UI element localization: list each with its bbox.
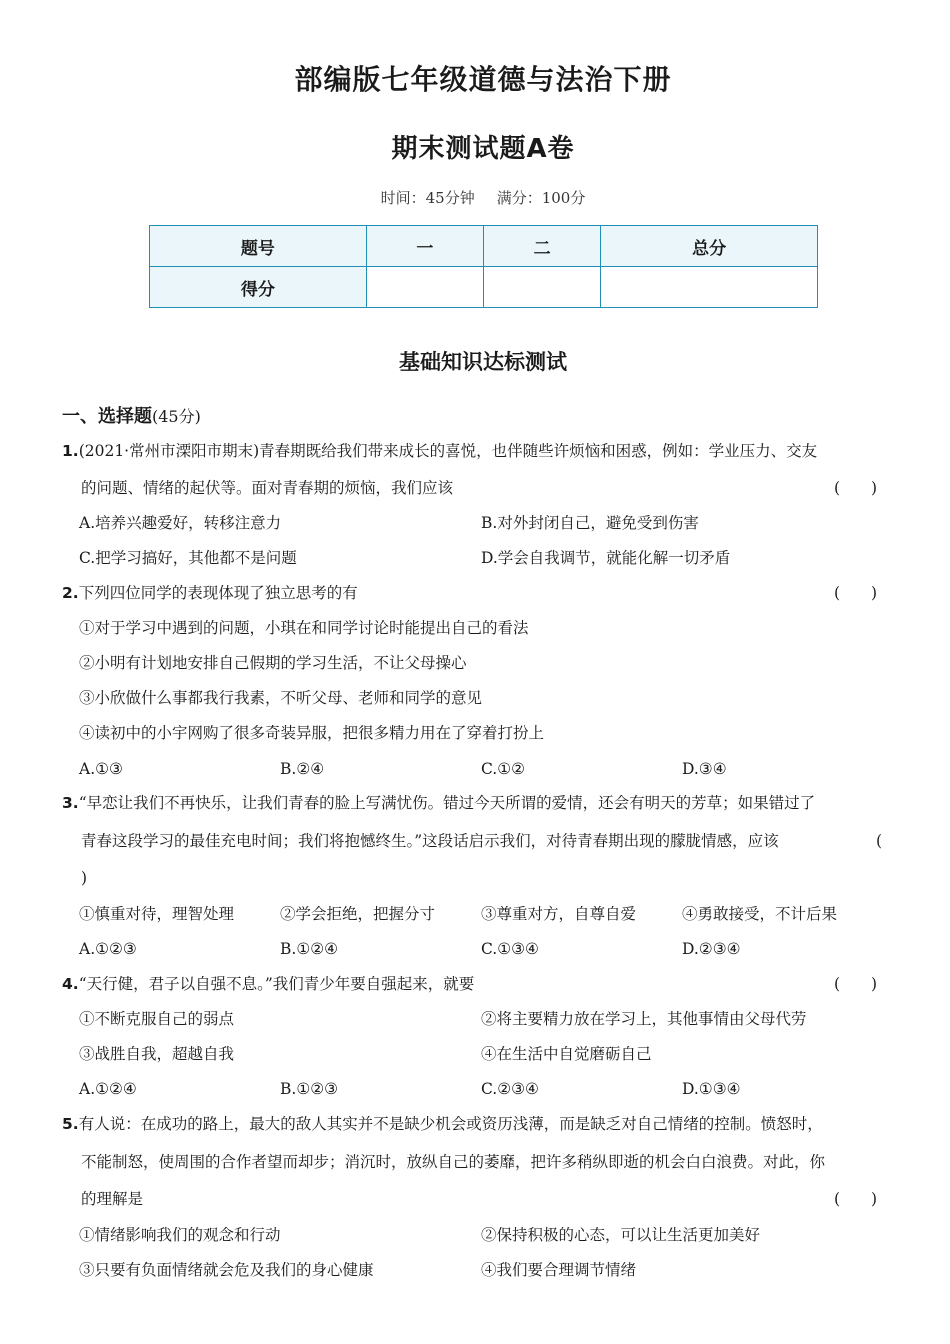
- question-2-number: 2.: [62, 584, 79, 602]
- question-1-option-d[interactable]: D.学会自我调节，就能化解一切矛盾: [481, 549, 731, 567]
- question-2-answer-bracket[interactable]: ( ): [834, 584, 878, 602]
- document-subtitle: 期末测试题A卷: [391, 134, 575, 164]
- question-2-option-d[interactable]: D.③④: [682, 760, 727, 778]
- row-label-score: 得分: [150, 267, 367, 308]
- question-1-text: (2021·常州市溧阳市期末)青春期既给我们带来成长的喜悦，也伴随些许烦恼和困惑，例如：学业压力、交友: [78, 442, 818, 460]
- score-cell-part-two[interactable]: [483, 267, 600, 308]
- question-2-option-a[interactable]: A.①③: [79, 760, 123, 778]
- question-4-number: 4.: [62, 975, 79, 993]
- question-1-option-b[interactable]: B.对外封闭自己，避免受到伤害: [481, 514, 699, 532]
- header-cell-part-one: 一: [366, 226, 483, 267]
- question-2-option-c[interactable]: C.①②: [481, 760, 526, 778]
- header-cell-question-no: 题号: [150, 226, 367, 267]
- question-4-statement-1: ①不断克服自己的弱点: [79, 1010, 235, 1028]
- question-3-option-a[interactable]: A.①②③: [79, 940, 137, 958]
- full-score: 满分：100分: [496, 189, 586, 207]
- question-5-statement-2: ②保持积极的心态，可以让生活更加美好: [481, 1226, 761, 1244]
- question-4-statement-3: ③战胜自我，超越自我: [79, 1045, 235, 1063]
- question-5-line-1: [62, 1114, 823, 1134]
- question-2-option-b[interactable]: B.②④: [280, 760, 325, 778]
- question-5-text: 有人说：在成功的路上，最大的敌人其实并不是缺少机会或资历浅薄，而是缺乏对自己情绪的控制。愤怒时，: [78, 1115, 823, 1133]
- question-3-bracket-close[interactable]: ): [81, 869, 88, 887]
- question-3-line-2: 青春这段学习的最佳充电时间；我们将抱憾终生。”这段话启示我们，对待青春期出现的朦胧情感，应该: [81, 832, 779, 850]
- document-title: 部编版七年级道德与法治下册: [294, 63, 672, 96]
- question-5-number: 5.: [62, 1115, 79, 1133]
- score-table-header-row: [150, 226, 818, 267]
- question-4-option-c[interactable]: C.②③④: [481, 1080, 539, 1098]
- score-table: [149, 225, 818, 308]
- question-4-statement-2: ②将主要精力放在学习上，其他事情由父母代劳: [481, 1010, 807, 1028]
- part-one-label: 一、选择题: [62, 406, 152, 427]
- question-5-statement-3: ③只要有负面情绪就会危及我们的身心健康: [79, 1261, 374, 1279]
- question-3-bracket-open[interactable]: (: [876, 832, 883, 850]
- question-1-line-2: 的问题、情绪的起伏等。面对青春期的烦恼，我们应该: [81, 479, 454, 497]
- header-cell-part-two: 二: [483, 226, 600, 267]
- question-4-statement-4: ④在生活中自觉磨砺自己: [481, 1045, 652, 1063]
- question-4-answer-bracket[interactable]: ( ): [834, 975, 878, 993]
- time-limit: 时间：45分钟: [380, 189, 475, 207]
- question-3-statement-3: ③尊重对方，自尊自爱: [481, 905, 637, 923]
- question-4-option-b[interactable]: B.①②③: [280, 1080, 339, 1098]
- question-3-statement-4: ④勇敢接受，不计后果: [682, 905, 838, 923]
- question-1-option-a[interactable]: A.培养兴趣爱好，转移注意力: [79, 514, 282, 532]
- question-3-option-b[interactable]: B.①②④: [280, 940, 339, 958]
- question-4-option-d[interactable]: D.①③④: [682, 1080, 741, 1098]
- question-2-statement-3: ③小欣做什么事都我行我素，不听父母、老师和同学的意见: [79, 689, 483, 707]
- question-5-line-2: 不能制怒，使周围的合作者望而却步；消沉时，放纵自己的萎靡，把许多稍纵即逝的机会白白浪费。对此，你: [81, 1153, 826, 1171]
- score-cell-part-one[interactable]: [366, 267, 483, 308]
- exam-info: [0, 187, 950, 208]
- question-3-option-d[interactable]: D.②③④: [682, 940, 741, 958]
- header-cell-total: 总分: [601, 226, 818, 267]
- question-3-text: “早恋让我们不再快乐，让我们青春的脸上写满忧伤。错过今天所谓的爱情，还会有明天的芳草；如果错过了: [78, 794, 816, 812]
- question-2-statement-1: ①对于学习中遇到的问题，小琪在和同学讨论时能提出自己的看法: [79, 619, 529, 637]
- question-1-answer-bracket[interactable]: ( ): [834, 479, 878, 497]
- question-5-statement-1: ①情绪影响我们的观念和行动: [79, 1226, 281, 1244]
- score-cell-total[interactable]: [601, 267, 818, 308]
- question-4-text: “天行健，君子以自强不息。”我们青少年要自强起来，就要: [78, 975, 475, 993]
- question-5-line-3: 的理解是: [81, 1190, 144, 1208]
- question-4-option-a[interactable]: A.①②④: [79, 1080, 137, 1098]
- question-3-number: 3.: [62, 794, 79, 812]
- question-1-line-1: [62, 441, 817, 461]
- question-4-stem: [62, 974, 474, 994]
- question-1-number: 1.: [62, 442, 79, 460]
- question-3-line-1: [62, 793, 815, 813]
- question-3-statement-1: ①慎重对待，理智处理: [79, 905, 235, 923]
- score-table-score-row: [150, 267, 818, 308]
- question-2-statement-4: ④读初中的小宇网购了很多奇装异服，把很多精力用在了穿着打扮上: [79, 724, 545, 742]
- part-one-points: (45分): [152, 407, 201, 426]
- question-1-option-c[interactable]: C.把学习搞好，其他都不是问题: [79, 549, 297, 567]
- question-5-answer-bracket[interactable]: ( ): [834, 1190, 878, 1208]
- question-2-statement-2: ②小明有计划地安排自己假期的学习生活，不让父母操心: [79, 654, 467, 672]
- question-3-option-c[interactable]: C.①③④: [481, 940, 539, 958]
- question-2-text: 下列四位同学的表现体现了独立思考的有: [78, 584, 358, 602]
- part-one-heading: [62, 402, 201, 428]
- section-title: 基础知识达标测试: [399, 350, 567, 374]
- question-2-stem: [62, 583, 358, 603]
- question-5-statement-4: ④我们要合理调节情绪: [481, 1261, 637, 1279]
- question-3-statement-2: ②学会拒绝，把握分寸: [280, 905, 436, 923]
